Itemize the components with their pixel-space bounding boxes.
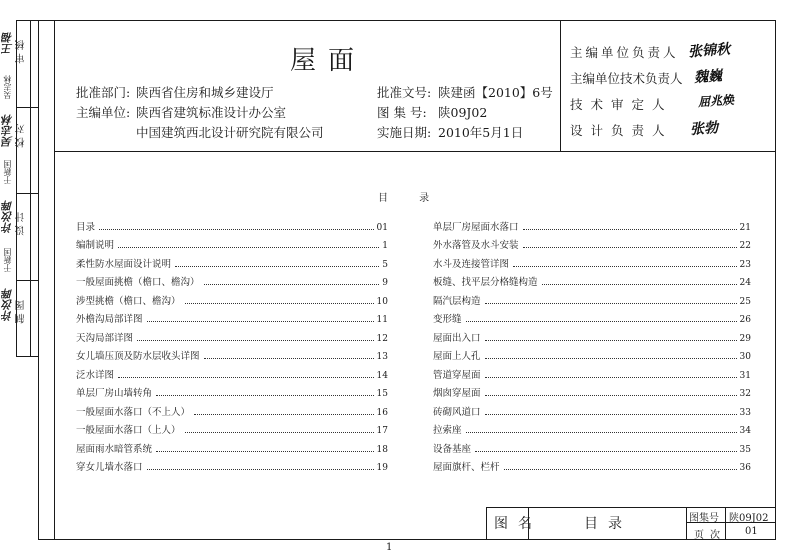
toc-entry (76, 307, 388, 326)
toc-leader-dots (175, 266, 379, 267)
toc-leader-dots (466, 321, 737, 322)
toc-entry (433, 399, 751, 418)
toc-entry (433, 436, 751, 455)
toc-entry-title: 单层厂房屋面水落口 (433, 221, 519, 233)
toc-entry-title: 设备基座 (433, 443, 472, 455)
toc-entry-page: 29 (739, 333, 751, 344)
toc-leader-dots (147, 469, 374, 470)
toc-leader-dots (485, 377, 737, 378)
effective-date: 2010年5月1日 (438, 125, 524, 140)
resp-signature-4: 张勃 (689, 120, 719, 138)
resp-signature-2: 魏巍 (693, 68, 723, 86)
toc-entry-title: 砖砌风道口 (433, 406, 481, 418)
toc-entry (433, 325, 751, 344)
footer-atlas-no-label: 图集号 (689, 513, 719, 524)
toc-leader-dots (466, 432, 737, 433)
toc-entry-page: 31 (739, 370, 751, 381)
toc-entry (433, 455, 751, 474)
toc-entry-title: 水斗及连接管详图 (433, 258, 510, 270)
sidebar-label-design: 设 计 (16, 212, 27, 236)
toc-entry-page: 26 (739, 315, 751, 325)
sidebar-div-2 (16, 193, 38, 194)
toc-entry-title: 编制说明 (76, 240, 115, 251)
toc-entry-page: 21 (739, 222, 751, 233)
page-number: 1 (386, 542, 393, 553)
toc-entry (76, 325, 388, 344)
toc-entry-title: 涉型挑檐（檐口、檐沟） (76, 295, 181, 307)
toc-entry (433, 270, 751, 289)
toc-leader-dots (542, 284, 737, 285)
sidebar-signature-check: 吴志林 (1, 114, 14, 147)
sidebar-label-draw: 制 图 (16, 300, 27, 324)
frame-right (775, 20, 776, 540)
toc-entry (76, 455, 388, 474)
sidebar-div-3 (16, 280, 38, 281)
toc-entry-title: 天沟局部详图 (76, 332, 134, 344)
sidebar-name-tag-1: 吴志林 (3, 75, 12, 99)
editor-unit-2: 中国建筑西北设计研究院有限公司 (136, 125, 324, 140)
toc-entry-page: 11 (376, 315, 388, 325)
toc-entry (76, 288, 388, 307)
toc-entry (433, 362, 751, 381)
toc-entry-title: 变形缝 (433, 314, 462, 325)
toc-entry (76, 436, 388, 455)
sidebar-name-tag-3: 于新国 (3, 248, 12, 272)
toc-leader-dots (523, 229, 737, 230)
approve-dept: 陕西省住房和城乡建设厅 (136, 85, 274, 100)
sidebar-name-tag-2: 于新国 (3, 160, 12, 184)
toc-entry-page: 32 (739, 389, 751, 399)
toc-entry-page: 25 (739, 296, 751, 307)
approve-doc: 陕建函【2010】6号 (438, 85, 553, 100)
toc-entry (433, 381, 751, 400)
footer-page-value: 01 (745, 526, 758, 537)
sidebar-signature-review: 王福 (1, 32, 14, 54)
toc-entry (433, 251, 751, 270)
frame-inner-left (54, 20, 55, 540)
footer-drawing-name-label: 图名 (494, 516, 542, 532)
toc-entry-page: 35 (739, 444, 751, 455)
toc-entry-page: 30 (739, 352, 751, 362)
footer-left (486, 507, 487, 540)
resp-role-1: 主编单位负责人 (570, 45, 679, 60)
toc-leader-dots (156, 451, 374, 452)
toc-leader-dots (485, 340, 737, 341)
toc-leader-dots (485, 395, 737, 396)
toc-right-column (433, 214, 751, 473)
toc-entry-title: 拉索座 (433, 425, 462, 436)
toc-entry-title: 单层厂房山墙转角 (76, 388, 153, 399)
frame-top (38, 20, 776, 21)
toc-leader-dots (475, 451, 737, 452)
approve-dept-label: 批准部门: (76, 85, 131, 100)
toc-entry-title: 穿女儿墙水落口 (76, 462, 143, 473)
toc-leader-dots (485, 358, 737, 359)
toc-entry (76, 381, 388, 400)
toc-leader-dots (523, 247, 737, 248)
toc-entry-page: 9 (382, 278, 388, 288)
toc-leader-dots (185, 432, 374, 433)
toc-entry (433, 233, 751, 252)
toc-entry-page: 5 (382, 259, 388, 270)
toc-entry (76, 233, 388, 252)
toc-leader-dots (156, 395, 374, 396)
toc-entry-title: 女儿墙压顶及防水层收头详图 (76, 351, 200, 362)
toc-entry (433, 288, 751, 307)
toc-entry-title: 隔汽层构造 (433, 295, 481, 307)
toc-entry-page: 19 (376, 463, 388, 473)
frame-left (38, 20, 39, 540)
resp-role-4: 设计负责人 (570, 123, 673, 138)
toc-entry-title: 一般屋面挑檐（檐口、檐沟） (76, 277, 200, 288)
toc-entry-title: 板缝、找平层分格缝构造 (433, 277, 538, 288)
toc-entry-title: 一般屋面水落口（上人） (76, 425, 181, 436)
toc-entry-title: 屋面上人孔 (433, 351, 481, 362)
atlas-no-label: 图 集 号: (377, 105, 427, 120)
toc-entry-page: 14 (376, 370, 388, 381)
resp-role-3: 技术审定人 (570, 97, 673, 112)
effective-label: 实施日期: (377, 125, 432, 140)
toc-entry-page: 12 (376, 333, 388, 344)
toc-leader-dots (185, 303, 374, 304)
toc-entry-page: 24 (739, 278, 751, 288)
toc-entry-page: 33 (739, 407, 751, 418)
toc-leader-dots (99, 229, 374, 230)
resp-signature-1: 张锦秋 (687, 41, 731, 61)
toc-entry-page: 22 (739, 241, 751, 251)
page-title: 屋面 (290, 46, 367, 76)
toc-entry (76, 214, 388, 233)
header-divider (560, 20, 561, 152)
editor-unit-label: 主编单位: (76, 105, 131, 120)
footer-top (486, 507, 776, 508)
toc-entry (433, 418, 751, 437)
header-bottom (54, 151, 776, 152)
toc-entry-title: 外水落管及水斗安装 (433, 240, 519, 251)
toc-leader-dots (118, 247, 379, 248)
toc-entry-title: 泛水详图 (76, 369, 115, 381)
sidebar-bottom (16, 356, 38, 357)
toc-entry-page: 18 (376, 444, 388, 455)
toc-entry-title: 烟囱穿屋面 (433, 388, 481, 399)
toc-entry-page: 16 (376, 407, 388, 418)
resp-signature-3: 屈兆焕 (697, 92, 735, 110)
footer-drawing-name: 目录 (584, 516, 632, 532)
sidebar-top (16, 20, 38, 21)
toc-entry-page: 1 (382, 241, 388, 251)
approve-doc-label: 批准文号: (377, 85, 432, 100)
toc-entry-title: 屋面出入口 (433, 332, 481, 344)
toc-leader-dots (118, 377, 374, 378)
sidebar-signature-design: 许汝晖 (1, 200, 14, 233)
toc-entry (433, 214, 751, 233)
sidebar-div-1 (16, 107, 38, 108)
toc-entry (433, 344, 751, 363)
toc-entry-title: 柔性防水屋面设计说明 (76, 258, 172, 270)
footer-atlas-no: 陕09J02 (729, 513, 769, 524)
footer-div-2 (686, 507, 687, 540)
toc-heading: 目 录 (378, 193, 444, 204)
atlas-no: 陕09J02 (438, 105, 488, 120)
toc-leader-dots (485, 414, 737, 415)
toc-entry-page: 10 (376, 296, 388, 307)
sidebar-label-check: 校 对 (16, 124, 27, 148)
toc-leader-dots (204, 358, 374, 359)
toc-entry-page: 01 (376, 222, 388, 233)
toc-entry (76, 270, 388, 289)
toc-entry-page: 15 (376, 389, 388, 399)
toc-leader-dots (137, 340, 374, 341)
toc-entry (76, 399, 388, 418)
toc-leader-dots (204, 284, 380, 285)
toc-leader-dots (485, 303, 737, 304)
toc-leader-dots (504, 469, 737, 470)
toc-entry-title: 屋面旗杆、栏杆 (433, 462, 500, 473)
sidebar-label-review: 审 核 (16, 40, 27, 64)
resp-role-2: 主编单位技术负责人 (570, 71, 683, 86)
toc-entry-page: 34 (739, 426, 751, 436)
toc-entry-title: 一般屋面水落口（不上人） (76, 406, 191, 418)
sidebar-inner (30, 20, 31, 356)
toc-entry-title: 外檐沟局部详图 (76, 314, 143, 325)
toc-entry-title: 管道穿屋面 (433, 369, 481, 381)
toc-entry (76, 418, 388, 437)
toc-entry-page: 23 (739, 259, 751, 270)
toc-leader-dots (194, 414, 374, 415)
editor-unit: 陕西省建筑标准设计办公室 (136, 105, 287, 120)
toc-entry (76, 251, 388, 270)
toc-leader-dots (513, 266, 737, 267)
toc-entry-page: 36 (739, 463, 751, 473)
toc-entry-page: 17 (376, 426, 388, 436)
toc-left-column (76, 214, 388, 473)
footer-page-label: 页次 (694, 530, 726, 541)
frame-bottom (38, 539, 776, 540)
sidebar-signature-draw: 许汝晖 (1, 288, 14, 321)
toc-entry (433, 307, 751, 326)
toc-entry-title: 屋面雨水暗管系统 (76, 443, 153, 455)
toc-entry-title: 目录 (76, 221, 96, 233)
toc-entry (76, 362, 388, 381)
toc-entry (76, 344, 388, 363)
toc-entry-page: 13 (376, 352, 388, 362)
toc-leader-dots (147, 321, 374, 322)
